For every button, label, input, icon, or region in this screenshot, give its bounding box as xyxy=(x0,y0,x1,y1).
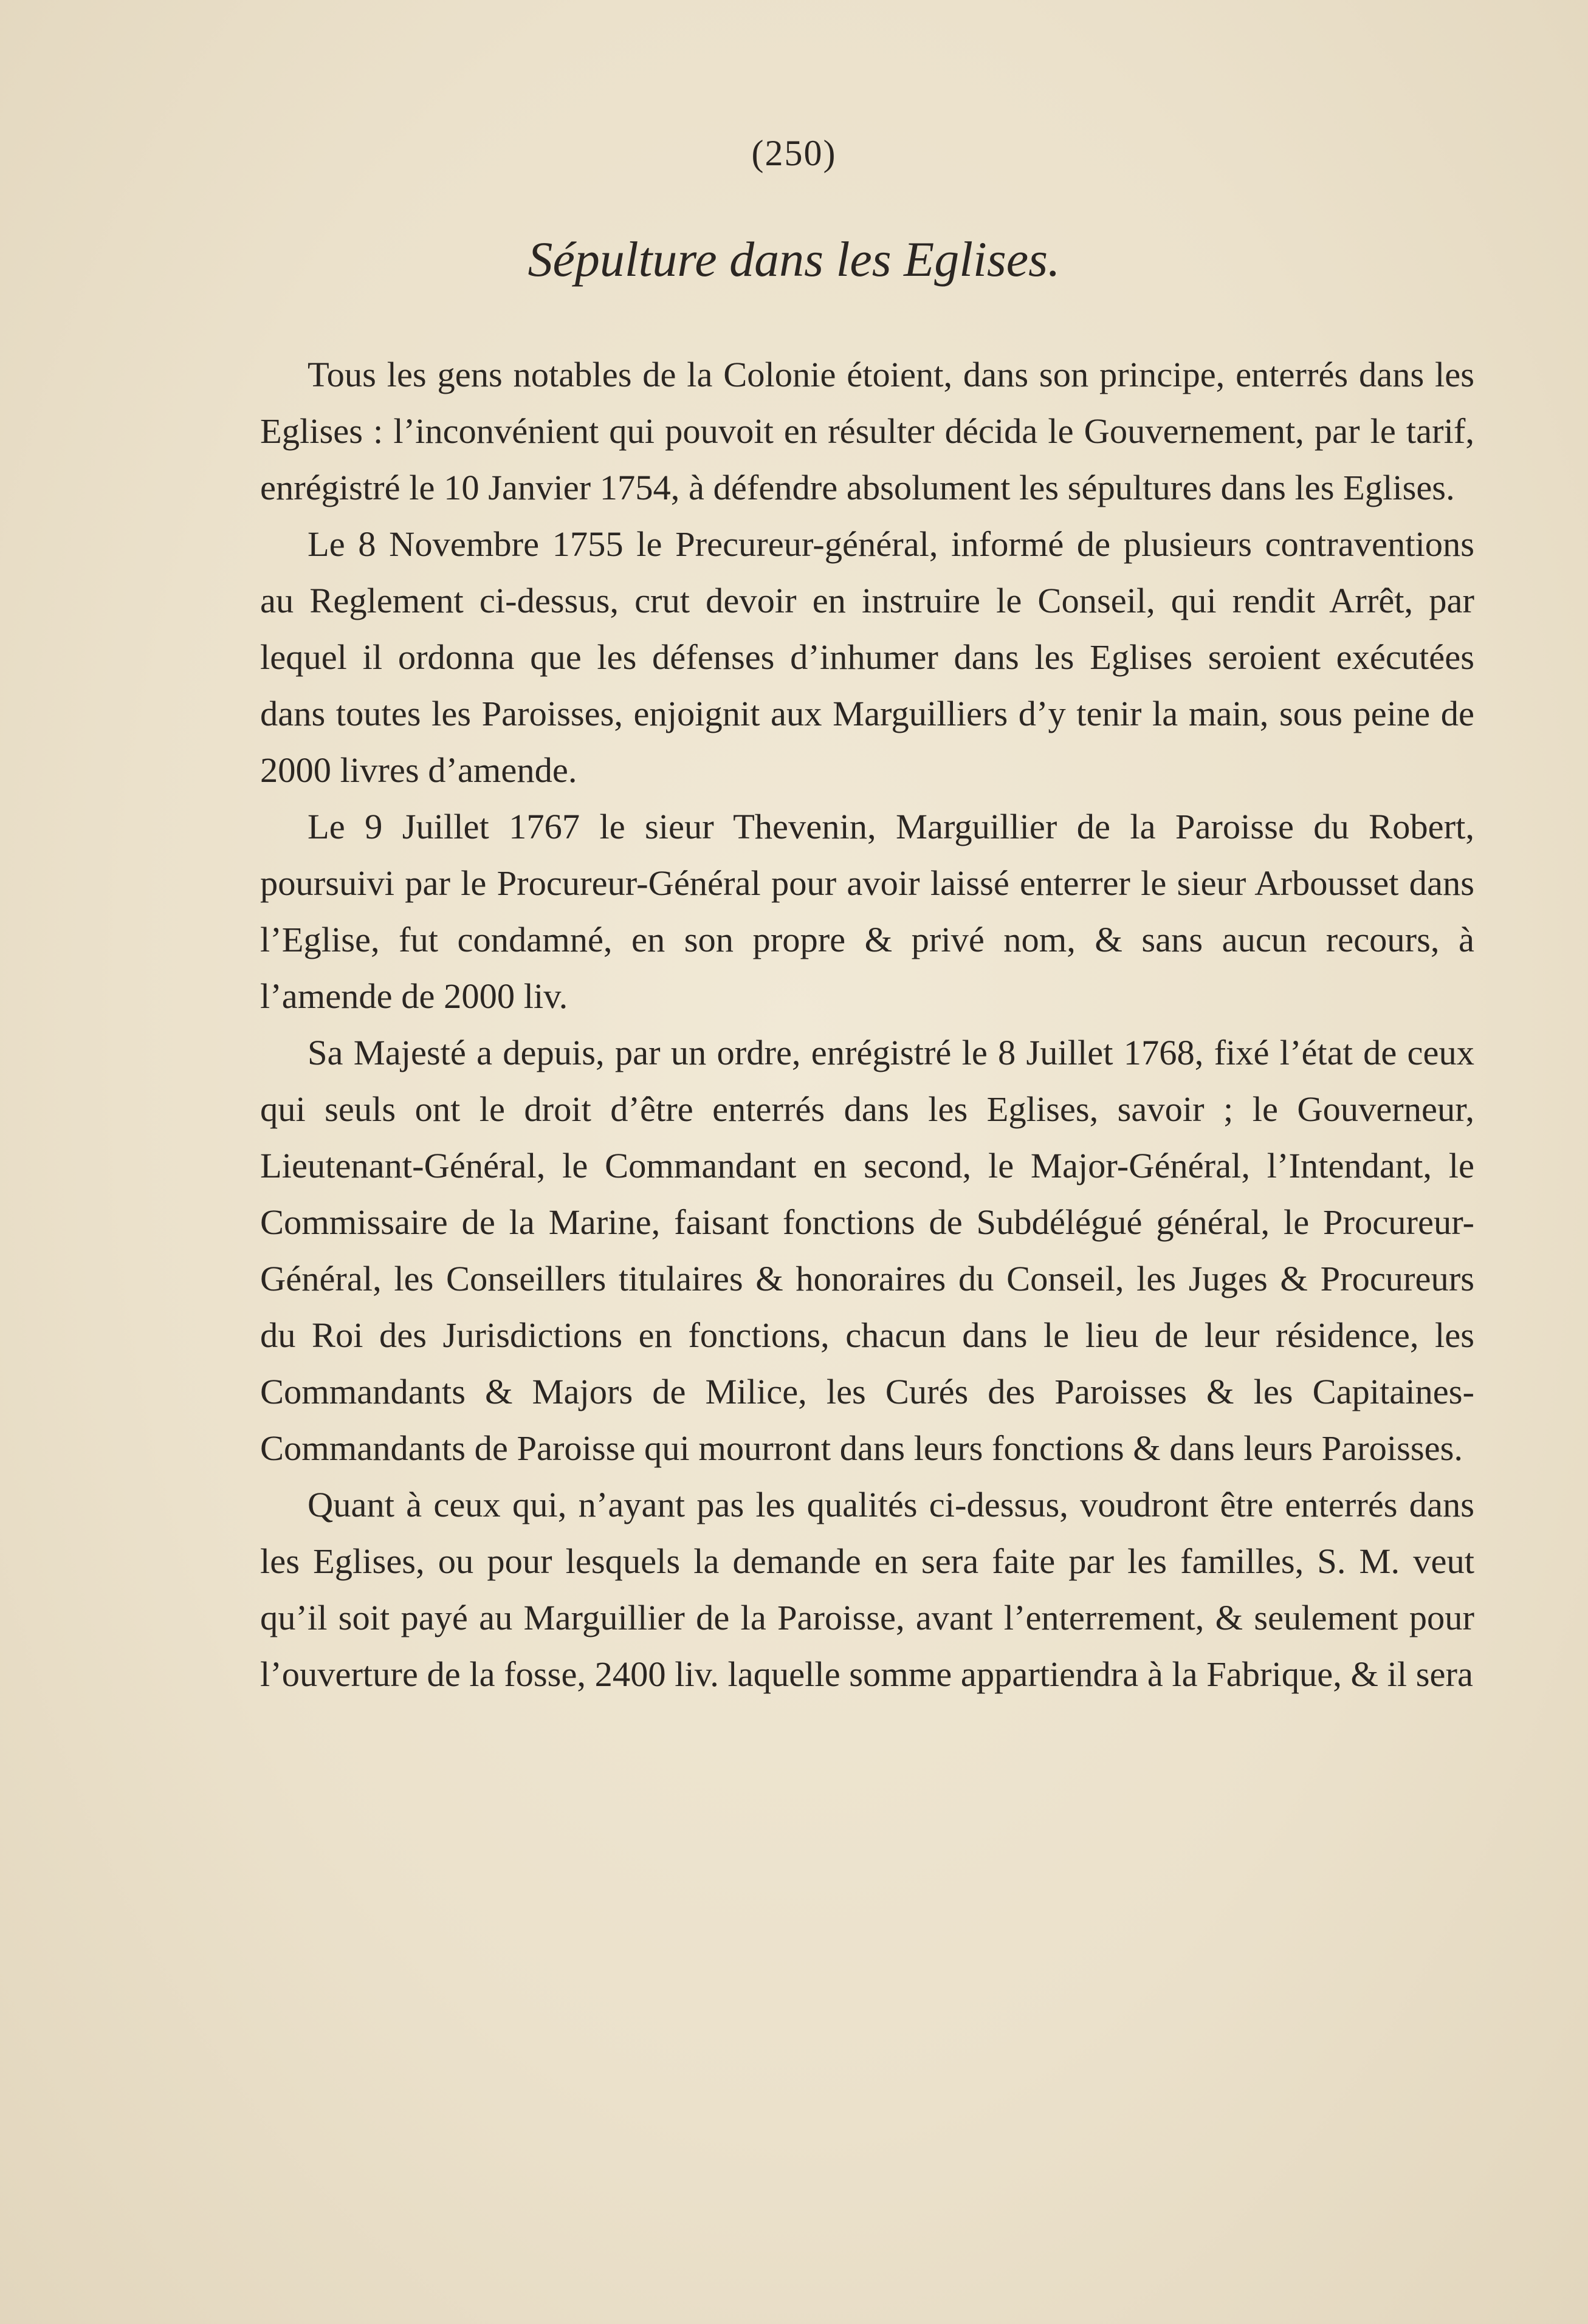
body-text xyxy=(260,346,1474,1702)
section-title: Sépulture dans les Eglises. xyxy=(528,231,1060,287)
paragraph-5: Quant à ceux qui, n’ayant pas les qualités ci-dessus, voudront être enterrés dans les Eglises, ou pour lesquels la demande en sera faite par les familles, S. M. veut qu’il soit payé au Marguillier de la Paroisse, avant l’enterrement, & seulement pour l’ouverture de la fosse, 2400 liv. laquelle somme appartiendra à la Fabrique, & il sera xyxy=(260,1485,1474,1694)
paragraph-2: Le 8 Novembre 1755 le Precureur-général, informé de plusieurs contraventions au Reglement ci-dessus, crut devoir en instruire le Conseil, qui rendit Arrêt, par lequel il ordonna que les défenses d’inhumer dans les Eglises seroient exécutées dans toutes les Paroisses, enjoignit aux Marguilliers d’y tenir la main, sous peine de 2000 livres d’amende. xyxy=(260,524,1474,790)
paragraph-3: Le 9 Juillet 1767 le sieur Thevenin, Marguillier de la Paroisse du Robert, poursuivi par le Procureur-Général pour avoir laissé enterrer le sieur Arbousset dans l’Eglise, fut condamné, en son propre & privé nom, & sans aucun recours, à l’amende de 2000 liv. xyxy=(260,807,1474,1016)
paragraph-1: Tous les gens notables de la Colonie étoient, dans son principe, enterrés dans les Eglises : l’inconvénient qui pouvoit en résulter décida le Gouvernement, par le tarif, enrégistré le 10 Janvier 1754, à défendre absolument les sépultures dans les Eglises. xyxy=(260,355,1474,507)
paragraph-4: Sa Majesté a depuis, par un ordre, enrégistré le 8 Juillet 1768, fixé l’état de ceux qui seuls ont le droit d’être enterrés dans les Eglises, savoir ; le Gouverneur, Lieutenant-Général, le Commandant en second, le Major-Général, l’Intendant, le Commissaire de la Marine, faisant fonctions de Subdélégué général, le Procureur-Général, les Conseillers titulaires & honoraires du Conseil, les Juges & Procureurs du Roi des Jurisdictions en fonctions, chacun dans le lieu de leur résidence, les Commandants & Majors de Milice, les Curés des Paroisses & les Capitaines-Commandants de Paroisse qui mourront dans leurs fonctions & dans leurs Paroisses. xyxy=(260,1033,1474,1468)
page-number: (250) xyxy=(751,133,837,173)
